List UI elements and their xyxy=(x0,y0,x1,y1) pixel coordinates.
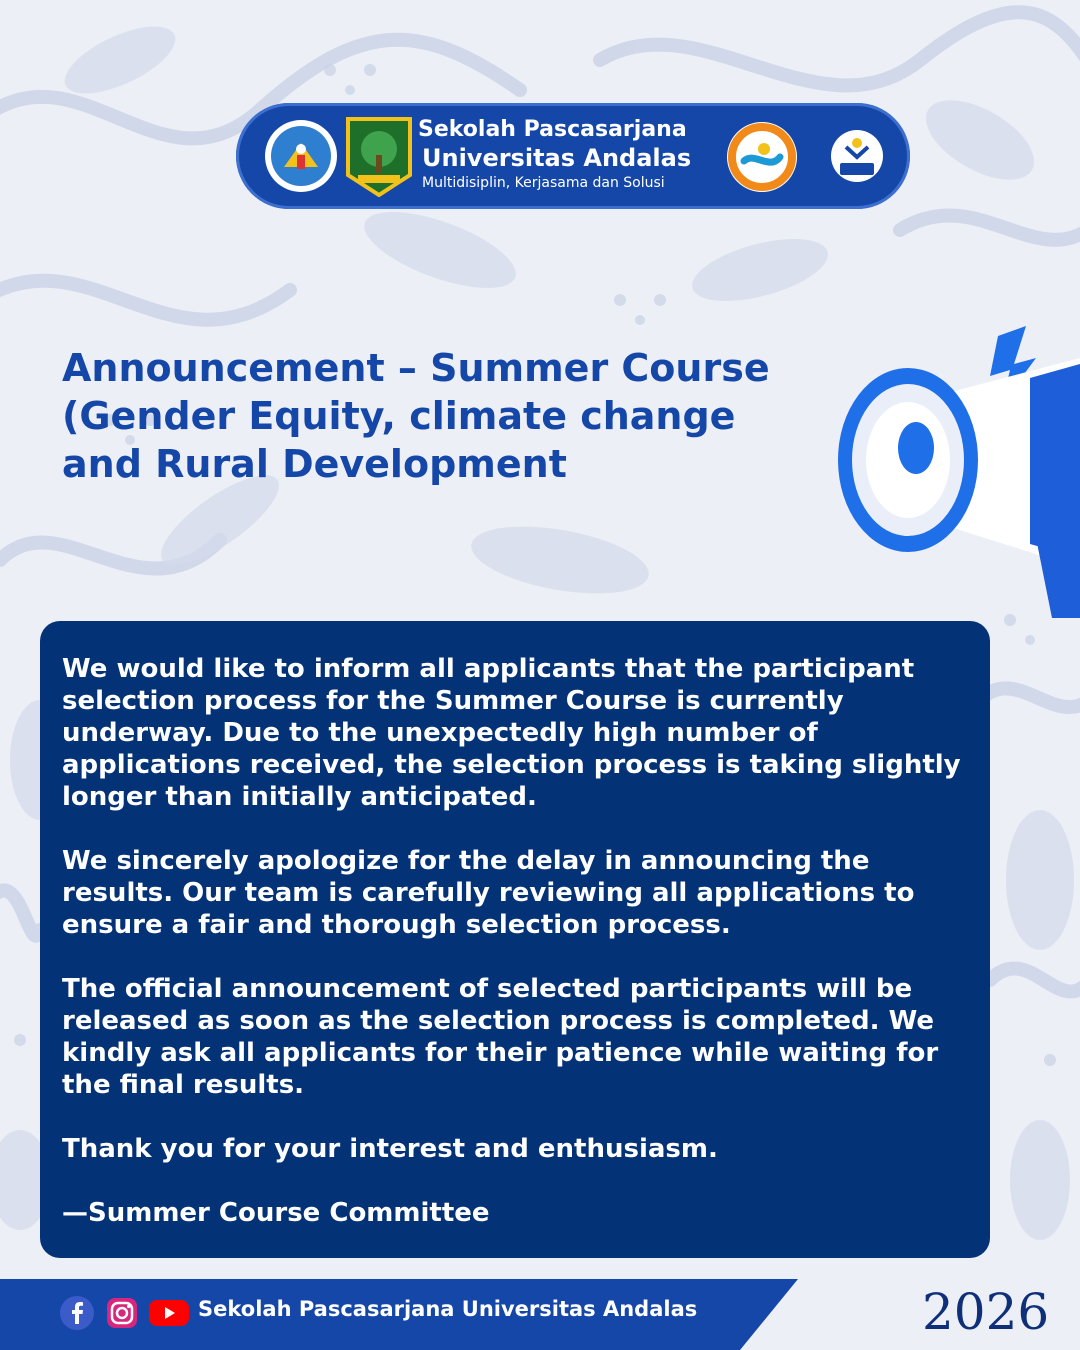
youtube-icon[interactable] xyxy=(148,1296,190,1330)
org-tagline: Multidisiplin, Kerjasama dan Solusi xyxy=(422,175,665,191)
org-name-line1: Sekolah Pascasarjana xyxy=(418,117,687,142)
body-paragraph-1: We would like to inform all applicants that the participant selection process for the Summer Course is currently underway. Due to the unexpectedly high number of applications received, the selection process is taking slightly longer than initially anticipated. xyxy=(62,654,961,812)
kemdikbud-logo xyxy=(264,119,338,193)
announcement-body xyxy=(62,653,972,1229)
instagram-icon[interactable] xyxy=(106,1296,138,1330)
body-paragraph-2: We sincerely apologize for the delay in announcing the results. Our team is carefully reviewing all applications to ensure a fair and thorough selection process. xyxy=(62,846,915,940)
unand-logo xyxy=(344,115,414,197)
body-paragraph-4: Thank you for your interest and enthusiasm. xyxy=(62,1134,718,1164)
announcement-card xyxy=(40,621,990,1258)
year-label: 2026 xyxy=(922,1283,1050,1341)
facebook-icon[interactable] xyxy=(60,1296,94,1330)
footer-account-name: Sekolah Pascasarjana Universitas Andalas xyxy=(198,1297,698,1321)
announcement-title xyxy=(62,344,842,488)
title-line-1: Announcement – Summer Course xyxy=(62,346,770,390)
llss-logo xyxy=(830,123,884,189)
diktisaintek-berdampak-logo xyxy=(726,121,798,193)
title-line-2: (Gender Equity, climate change xyxy=(62,394,736,438)
signature: —Summer Course Committee xyxy=(62,1198,490,1228)
body-paragraph-3: The official announcement of selected participants will be released as soon as the selection process is completed. We kindly ask all applicants for their patience while waiting for the final results. xyxy=(62,974,939,1100)
title-line-3: and Rural Development xyxy=(62,442,567,486)
header-banner xyxy=(236,103,910,209)
org-name-line2: Universitas Andalas xyxy=(422,144,692,172)
megaphone-icon xyxy=(830,318,1080,630)
